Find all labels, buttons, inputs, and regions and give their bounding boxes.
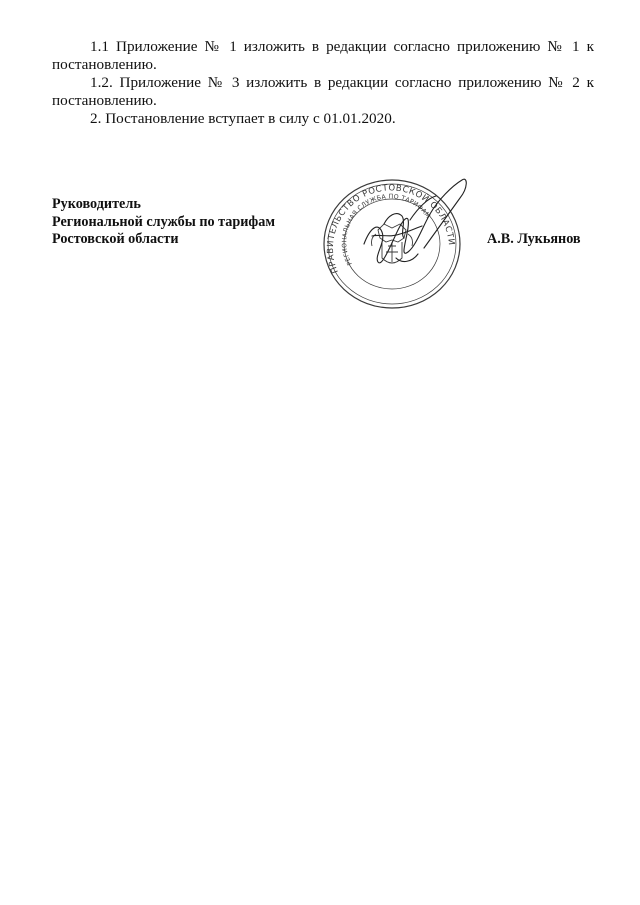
seal-inner-text: РЕГИОНАЛЬНАЯ СЛУЖБА ПО ТАРИФАМ: [341, 193, 432, 267]
signatory-position: [52, 196, 275, 249]
position-line-3: Ростовской области: [52, 231, 179, 247]
paragraph-2: 2. Постановление вступает в силу с 01.01.2020.: [90, 110, 396, 127]
document-body: [52, 38, 594, 128]
position-line-1: Руководитель: [52, 196, 141, 212]
position-line-2: Региональной службы по тарифам: [52, 213, 276, 230]
paragraph-1-2: 1.2. Приложение № 3 изложить в редакции согласно приложению № 2 к постановлению.: [52, 74, 594, 109]
paragraph-1-1: 1.1 Приложение № 1 изложить в редакции согласно приложению № 1 к постановлению.: [52, 38, 594, 73]
seal-outer-text: ПРАВИТЕЛЬСТВО РОСТОВСКОЙ ОБЛАСТИ: [325, 183, 456, 275]
official-seal-with-signature: [312, 172, 472, 312]
signer-name: А.В. Лукьянов: [487, 231, 581, 247]
